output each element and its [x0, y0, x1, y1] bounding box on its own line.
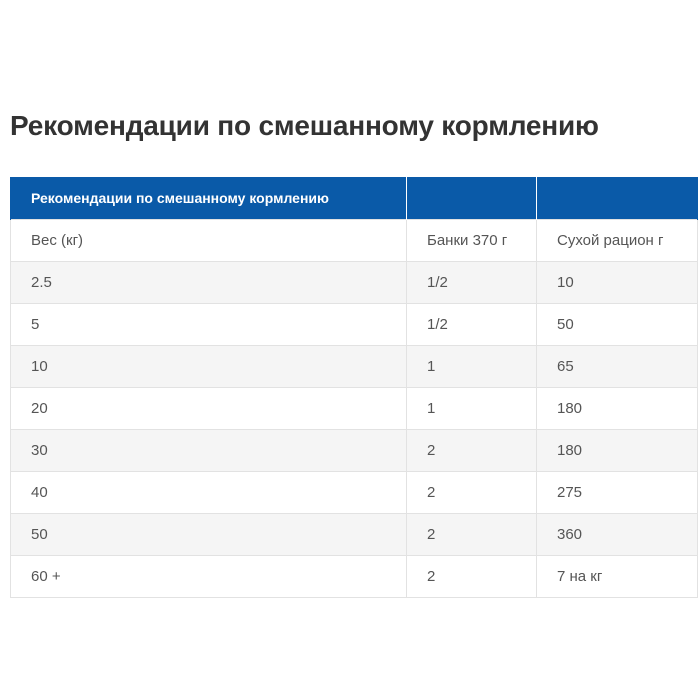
table-header-row [11, 177, 698, 220]
cans-cell: 2 [407, 556, 537, 598]
table-header-cell [537, 177, 698, 220]
weight-cell: 10 [11, 346, 407, 388]
dry-ration-cell: 360 [537, 514, 698, 556]
dry-ration-cell: 65 [537, 346, 698, 388]
table-caption-cell: Рекомендации по смешанному кормлению [11, 177, 407, 220]
table-row [11, 262, 698, 304]
weight-cell: 20 [11, 388, 407, 430]
weight-cell: 5 [11, 304, 407, 346]
dry-ration-cell: 180 [537, 430, 698, 472]
table-row [11, 430, 698, 472]
dry-ration-cell: 275 [537, 472, 698, 514]
dry-ration-cell: 10 [537, 262, 698, 304]
feeding-table [10, 177, 698, 598]
weight-cell: 2.5 [11, 262, 407, 304]
cans-cell: 1/2 [407, 304, 537, 346]
table-row [11, 472, 698, 514]
table-row [11, 304, 698, 346]
weight-cell: 30 [11, 430, 407, 472]
weight-cell: 60 + [11, 556, 407, 598]
column-label-cans: Банки 370 г [407, 220, 537, 262]
weight-cell: 40 [11, 472, 407, 514]
dry-ration-cell: 180 [537, 388, 698, 430]
cans-cell: 1/2 [407, 262, 537, 304]
table-row [11, 514, 698, 556]
weight-cell: 50 [11, 514, 407, 556]
table-header-cell [407, 177, 537, 220]
cans-cell: 2 [407, 430, 537, 472]
dry-ration-cell: 7 на кг [537, 556, 698, 598]
dry-ration-cell: 50 [537, 304, 698, 346]
page-title: Рекомендации по смешанному кормлению [10, 110, 599, 141]
cans-cell: 2 [407, 472, 537, 514]
cans-cell: 2 [407, 514, 537, 556]
cans-cell: 1 [407, 388, 537, 430]
table-row [11, 388, 698, 430]
column-label-weight: Вес (кг) [11, 220, 407, 262]
column-labels-row [11, 220, 698, 262]
table-row [11, 346, 698, 388]
table-row [11, 556, 698, 598]
cans-cell: 1 [407, 346, 537, 388]
column-label-dry-ration: Сухой рацион г [537, 220, 698, 262]
